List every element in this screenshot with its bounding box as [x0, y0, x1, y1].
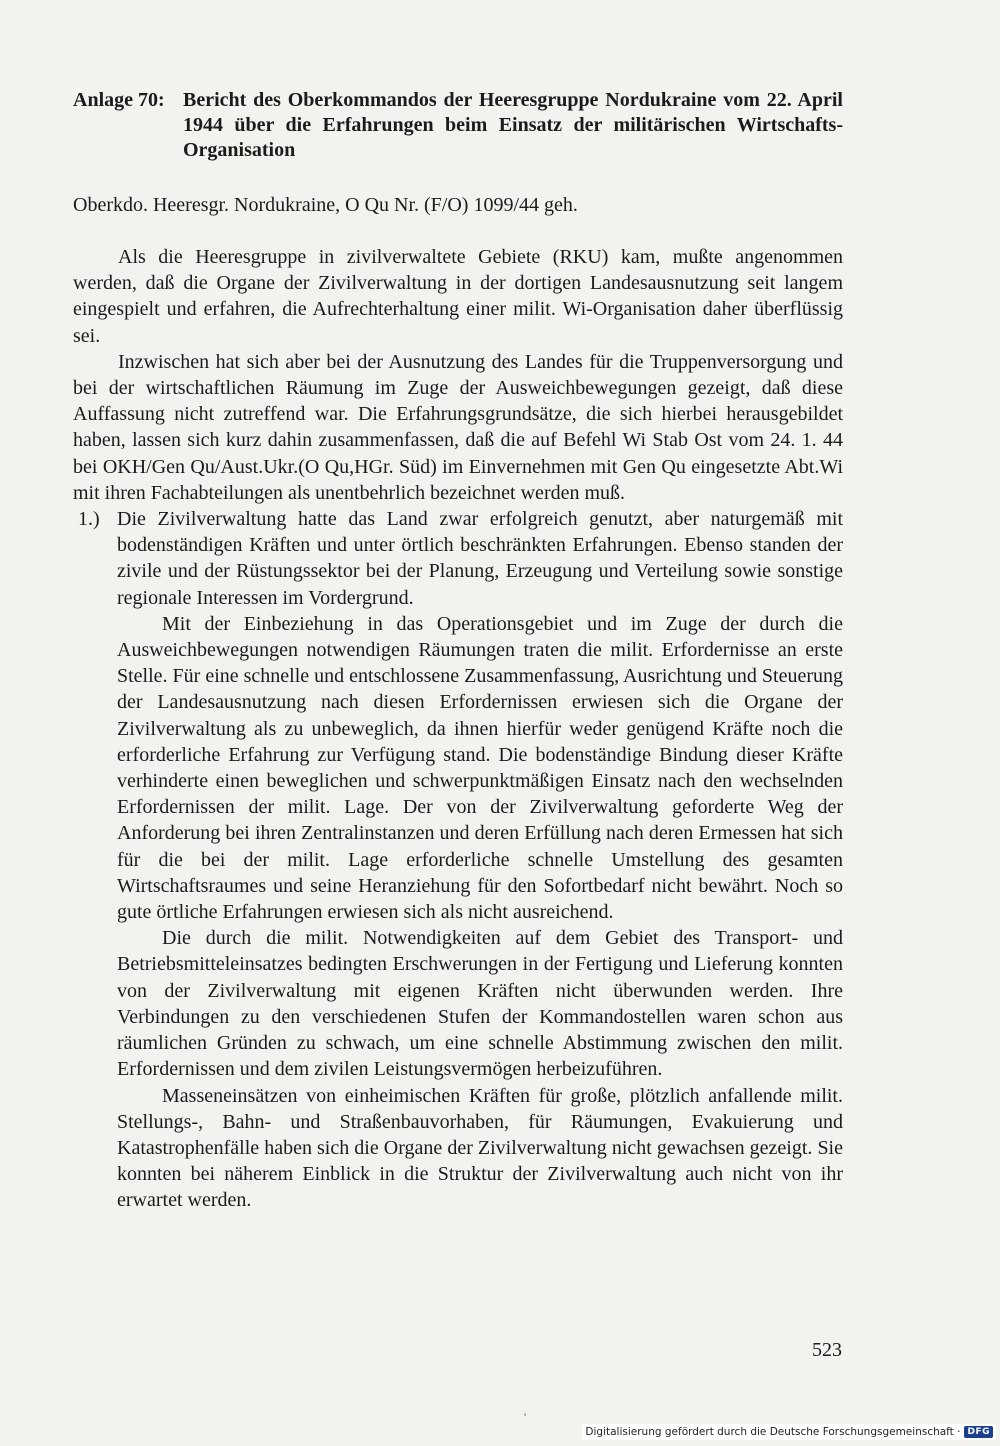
appendix-label: Anlage 70:: [73, 89, 165, 111]
appendix-heading: [73, 88, 843, 163]
paragraph: Die durch die milit. Notwendigkeiten auf dem Gebiet des Transport- und Betriebsmitteleinsatzes bedingten Erschwerungen in der Fertigung und Lieferung konnten von der Zivilverwaltung mit eigenen Kräften nicht überwunden werden. Ihre Verbindungen zu den verschiedenen Stufen der Kommandostellen waren schon aus räumlichen Gründen zu schwach, um eine schnelle Abstimmung zwischen den milit. Erfordernissen und dem zivilen Leistungsvermögen herbeizuführen.: [117, 927, 843, 1081]
paragraph: Die Zivilverwaltung hatte das Land zwar erfolgreich genutzt, aber naturgemäß mit bodenständigen Kräften und unter örtlich beschränkten Erfahrungen. Ebenso standen der zivile und der Rüstungssektor bei der Planung, Erzeugung und Verteilung sowie sonstige regionale Interessen im Vordergrund.: [117, 508, 843, 609]
dfg-logo: DFG: [964, 1426, 993, 1438]
footer-text: Digitalisierung gefördert durch die Deutsche Forschungsgemeinschaft ·: [585, 1426, 961, 1438]
list-item: [73, 506, 843, 1213]
body-text: [73, 244, 843, 1214]
appendix-title: Bericht des Oberkommandos der Heeresgruppe Nordukraine vom 22. April 1944 über die Erfahrungen beim Einsatz der militärischen Wirtschafts-Organisation: [183, 89, 843, 161]
digitization-footer: [582, 1424, 996, 1440]
paragraph: Mit der Einbeziehung in das Operationsgebiet und im Zuge der durch die Ausweichbewegungen notwendigen Räumungen traten die milit. Erfordernisse an erste Stelle. Für eine schnelle und entschlossene Zusammenfassung, Ausrichtung und Steuerung der Landesausnutzung nach diesen Erfordernissen erwiesen sich die Organe der Zivilverwaltung als zu unbeweglich, da ihnen hierfür weder genügend Kräfte noch die erforderliche Erfahrung zur Verfügung stand. Die bodenständige Bindung dieser Kräfte verhinderte einen beweglichen und schwerpunktmäßigen Einsatz nach den wechselnden Erfordernissen der milit. Lage. Der von der Zivilverwaltung geforderte Weg der Anforderung bei ihren Zentralinstanzen und deren Erfüllung nach deren Ermessen hat sich für die bei der milit. Lage erforderliche schnelle Umstellung des gesamten Wirtschaftsraumes und seine Heranziehung für den Sofortbedarf nicht bewährt. Noch so gute örtliche Erfahrungen erwiesen sich als nicht ausreichend.: [117, 612, 843, 924]
reference-line: Oberkdo. Heeresgr. Nordukraine, O Qu Nr. (F/O) 1099/44 geh.: [73, 194, 578, 216]
paragraph: Inzwischen hat sich aber bei der Ausnutzung des Landes für die Truppenversorgung und bei der wirtschaftlichen Räumung im Zuge der Ausweichbewegungen gezeigt, daß diese Auffassung nicht zutreffend war. Die Erfahrungsgrundsätze, die sich hierbei herausgebildet haben, lassen sich kurz dahin zusammenfassen, daß die auf Befehl Wi Stab Ost vom 24. 1. 44 bei OKH/Gen Qu/Aust.Ukr.(O Qu,HGr. Süd) im Einvernehmen mit Gen Qu eingesetzte Abt.Wi mit ihren Fachabteilungen als unentbehrlich bezeichnet werden muß.: [73, 350, 843, 504]
list-item-number: 1.): [78, 508, 100, 531]
paragraph: Masseneinsätzen von einheimischen Kräften für große, plötzlich anfallende milit. Stellungs-, Bahn- und Straßenbauvorhaben, für Räumungen, Evakuierung und Katastrophenfälle haben sich die Organe der Zivilverwaltung nicht gewachsen gezeigt. Sie konnten bei näherem Einblick in die Struktur der Zivilverwaltung auch nicht von ihr erwartet werden.: [117, 1084, 843, 1212]
paragraph: Als die Heeresgruppe in zivilverwaltete Gebiete (RKU) kam, mußte angenommen werden, daß die Organe der Zivilverwaltung in der dortigen Landesausnutzung seit langem eingespielt und erfahren, die Aufrechterhaltung einer milit. Wi-Organisation daher überflüssig sei.: [73, 246, 843, 347]
stray-mark: ': [524, 1410, 527, 1424]
page-number: 523: [812, 1339, 842, 1361]
